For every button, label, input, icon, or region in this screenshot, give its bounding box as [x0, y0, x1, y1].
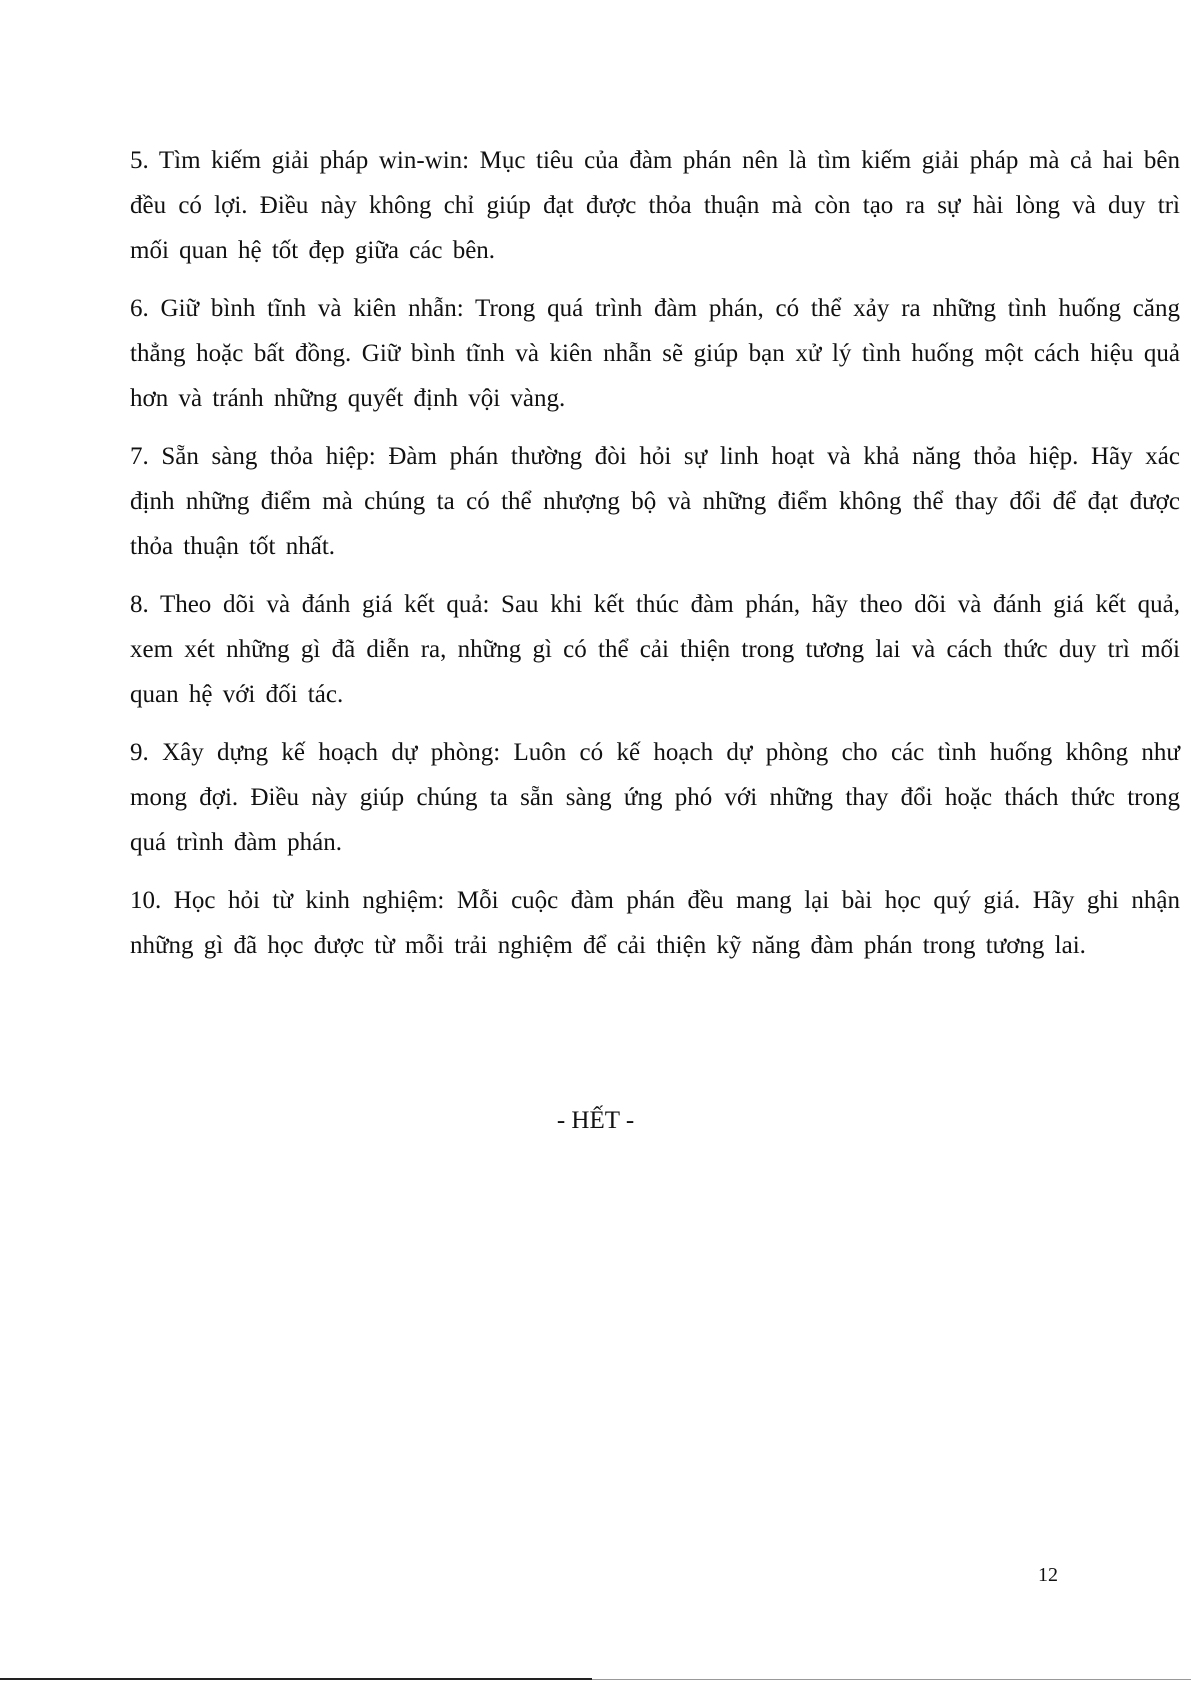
end-mark: - HẾT -	[556, 1107, 635, 1134]
paragraph-7: 7. Sẵn sàng thỏa hiệp: Đàm phán thường đòi hỏi sự linh hoạt và khả năng thỏa hiệp. Hãy xác định những điểm mà chúng ta có thể nhượng bộ và những điểm không thể thay đổi để đạt được thỏa thuận tốt nhất.	[130, 443, 1180, 560]
paragraph-5: 5. Tìm kiếm giải pháp win-win: Mục tiêu của đàm phán nên là tìm kiếm giải pháp mà cả hai bên đều có lợi. Điều này không chỉ giúp đạt được thỏa thuận mà còn tạo ra sự hài lòng và duy trì mối quan hệ tốt đẹp giữa các bên.	[130, 147, 1180, 264]
footer-rule-secondary	[592, 1679, 1191, 1680]
paragraph-10: 10. Học hỏi từ kinh nghiệm: Mỗi cuộc đàm phán đều mang lại bài học quý giá. Hãy ghi nhận những gì đã học được từ mỗi trải nghiệm để cải thiện kỹ năng đàm phán trong tương lai.	[130, 887, 1180, 959]
page-number: 12	[1038, 1564, 1058, 1586]
paragraph-9: 9. Xây dựng kế hoạch dự phòng: Luôn có kế hoạch dự phòng cho các tình huống không như mong đợi. Điều này giúp chúng ta sẵn sàng ứng phó với những thay đổi hoặc thách thức trong quá trình đàm phán.	[130, 739, 1180, 856]
paragraph-8: 8. Theo dõi và đánh giá kết quả: Sau khi kết thúc đàm phán, hãy theo dõi và đánh giá kết quả, xem xét những gì đã diễn ra, những gì có thể cải thiện trong tương lai và cách thức duy trì mối quan hệ với đối tác.	[130, 591, 1180, 708]
footer-rule	[0, 1678, 592, 1680]
paragraph-6: 6. Giữ bình tĩnh và kiên nhẫn: Trong quá trình đàm phán, có thể xảy ra những tình huống căng thẳng hoặc bất đồng. Giữ bình tĩnh và kiên nhẫn sẽ giúp bạn xử lý tình huống một cách hiệu quả hơn và tránh những quyết định vội vàng.	[130, 295, 1180, 412]
document-body	[130, 138, 1180, 981]
